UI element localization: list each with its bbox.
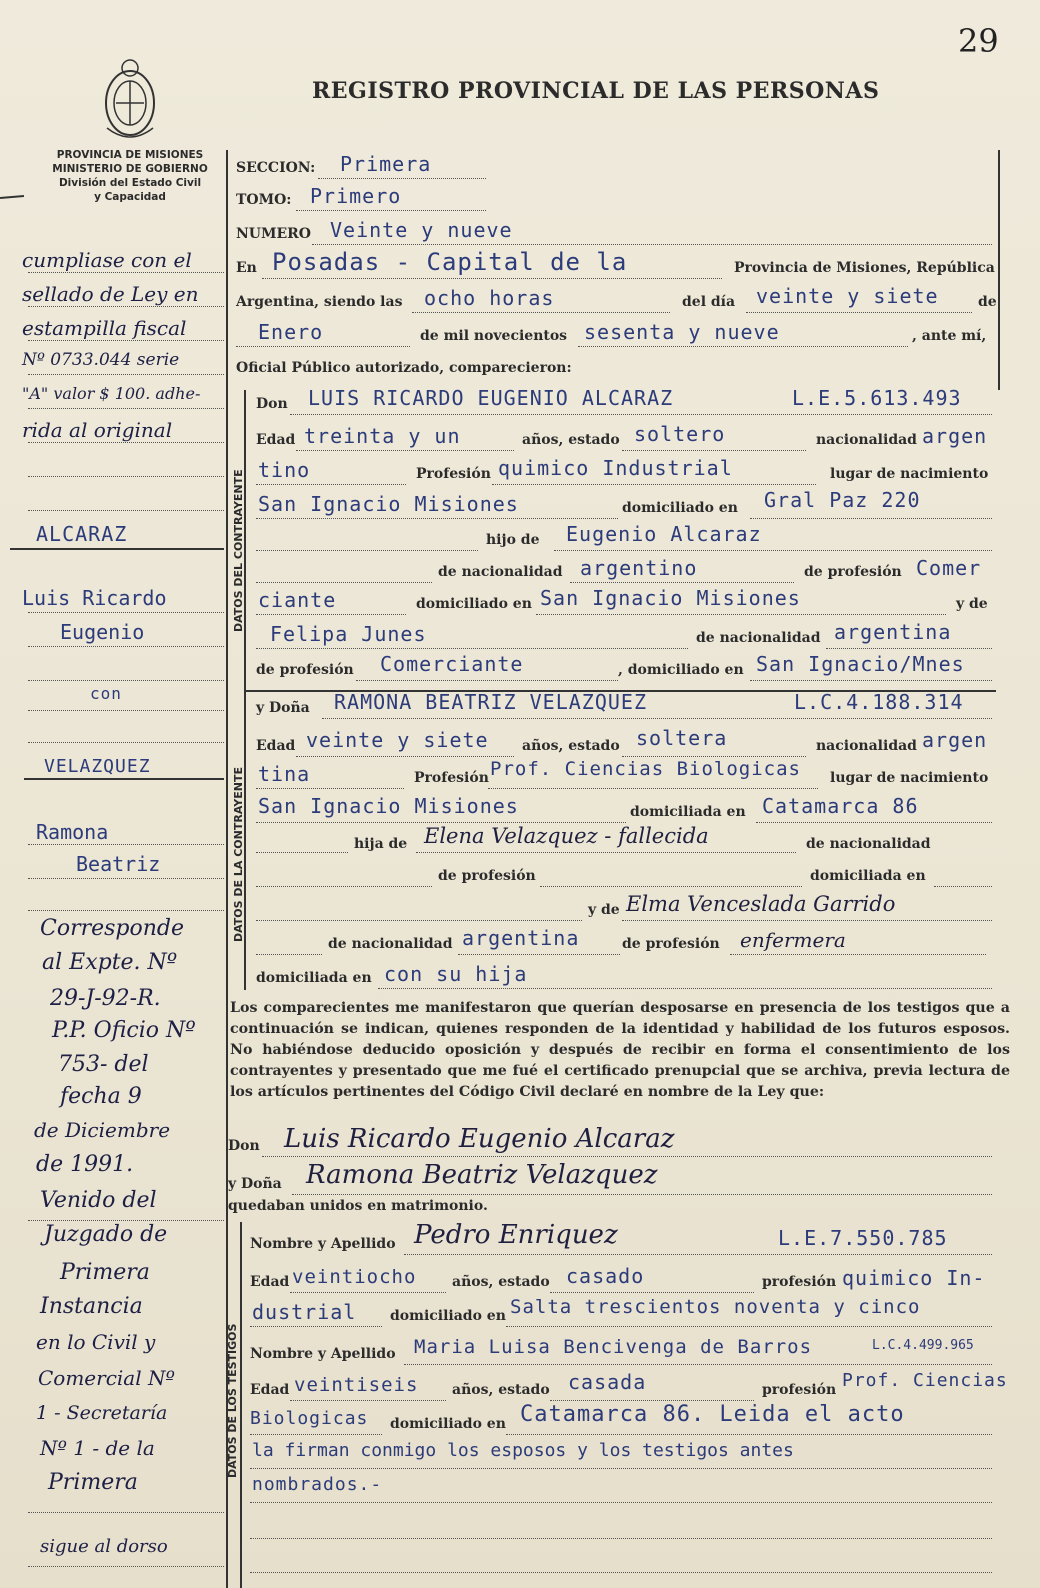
bride-lugar-value: San Ignacio Misiones bbox=[258, 794, 519, 818]
witness1-prof-value-a: quimico In- bbox=[842, 1266, 986, 1290]
margin-note-line: rida al original bbox=[22, 418, 173, 442]
margin-note2-line: fecha 9 bbox=[60, 1084, 142, 1109]
don-label: Don bbox=[228, 1138, 260, 1154]
margin-note2-line: en lo Civil y bbox=[36, 1330, 156, 1354]
coma-domiciliado-label: , domiciliado en bbox=[618, 662, 744, 678]
groom-padre-nac-value: argentino bbox=[580, 556, 698, 580]
anos-estado-label: años, estado bbox=[452, 1382, 550, 1398]
hija-de-label: hija de bbox=[354, 836, 408, 852]
margin-bride-surname: VELAZQUEZ bbox=[44, 756, 151, 777]
dia-value: veinte y siete bbox=[756, 284, 939, 308]
de-nacionalidad-label: de nacionalidad bbox=[328, 936, 453, 952]
witness2-prof-value-b: Biologicas bbox=[250, 1408, 369, 1429]
de-profesion-label: de profesión bbox=[438, 868, 536, 884]
don-label: Don bbox=[256, 396, 288, 412]
profesion-low-label: profesión bbox=[762, 1274, 837, 1290]
anio-value: sesenta y nueve bbox=[584, 320, 780, 344]
margin-note2-line: Instancia bbox=[40, 1294, 143, 1319]
hijo-de-label: hijo de bbox=[486, 532, 540, 548]
seccion-value: Primera bbox=[340, 152, 432, 176]
margin-note-line: estampilla fiscal bbox=[22, 316, 187, 340]
closing-line-1: la firman conmigo los esposos y los testigos antes bbox=[252, 1440, 794, 1461]
margin-note2-line: Comercial Nº bbox=[38, 1366, 175, 1390]
bride-name-value: RAMONA BEATRIZ VELAZQUEZ bbox=[334, 690, 647, 714]
witness2-doc-value: L.C.4.499.965 bbox=[872, 1338, 974, 1353]
profesion-label: Profesión bbox=[416, 466, 491, 482]
de-nacionalidad-label: de nacionalidad bbox=[696, 630, 821, 646]
bride-madre2-dom-value: con su hija bbox=[384, 962, 528, 986]
witness1-dom-value: Salta trescientos noventa y cinco bbox=[510, 1296, 921, 1318]
bride-madre2-value: Elma Venceslada Garrido bbox=[626, 892, 896, 916]
right-border bbox=[998, 150, 1000, 390]
witness2-edad-value: veintiseis bbox=[294, 1374, 419, 1396]
page-number: 29 bbox=[958, 22, 999, 60]
groom-madre-prof-value: Comerciante bbox=[380, 652, 524, 676]
domiciliada-label: domiciliada en bbox=[810, 868, 926, 884]
bride-nac-value-a: argen bbox=[922, 728, 988, 752]
bride-madre2-prof-value: enfermera bbox=[740, 928, 846, 952]
margin-note2-line: Corresponde bbox=[40, 916, 185, 941]
groom-padre-value: Eugenio Alcaraz bbox=[566, 522, 762, 546]
de-label: de bbox=[978, 294, 997, 310]
domiciliado-label: domiciliado en bbox=[622, 500, 738, 516]
groom-estado-value: soltero bbox=[634, 422, 726, 446]
y-de-label: y de bbox=[588, 902, 620, 918]
margin-note2-line: 29-J-92-R. bbox=[50, 986, 161, 1011]
margin-note-line: "A" valor $ 100. adhe- bbox=[22, 384, 201, 403]
de-profesion-label: de profesión bbox=[804, 564, 902, 580]
bride-prof-value: Prof. Ciencias Biologicas bbox=[490, 758, 801, 780]
groom-padre-prof-value-b: ciante bbox=[258, 588, 337, 612]
lugar-value: Posadas - Capital de la bbox=[272, 248, 628, 276]
profesion-low-label: profesión bbox=[762, 1382, 837, 1398]
agency-line: PROVINCIA DE MISIONES bbox=[56, 149, 204, 161]
anos-estado-label: años, estado bbox=[452, 1274, 550, 1290]
lugar-nac-label: lugar de nacimiento bbox=[830, 466, 989, 482]
margin-note2-line: de 1991. bbox=[36, 1152, 134, 1177]
dona-label: y Doña bbox=[228, 1176, 282, 1192]
margin-note-line: Nº 0733.044 serie bbox=[22, 350, 180, 370]
groom-nac-value-a: argen bbox=[922, 424, 988, 448]
margin-note2-line: Primera bbox=[48, 1470, 138, 1495]
margin-note2-line: al Expte. Nº bbox=[42, 950, 178, 975]
closing-line-2: nombrados.- bbox=[252, 1474, 383, 1495]
edad-label: Edad bbox=[256, 432, 296, 448]
bride-doc-value: L.C.4.188.314 bbox=[794, 690, 964, 714]
nombre-apellido-label: Nombre y Apellido bbox=[250, 1236, 396, 1252]
dona-label: y Doña bbox=[256, 700, 310, 716]
edad-label: Edad bbox=[250, 1274, 290, 1290]
margin-rule bbox=[10, 548, 224, 550]
margin-note2-line: Nº 1 - de la bbox=[40, 1436, 155, 1460]
witnesses-section-label: DATOS DE LOS TESTIGOS bbox=[226, 1323, 239, 1478]
margin-groom-surname: ALCARAZ bbox=[36, 522, 128, 546]
witness2-dom-value: Catamarca 86. Leida el acto bbox=[520, 1402, 905, 1427]
nombre-apellido-label: Nombre y Apellido bbox=[250, 1346, 396, 1362]
groom-doc-value: L.E.5.613.493 bbox=[792, 386, 962, 410]
groom-madre-nac-value: argentina bbox=[834, 620, 952, 644]
lugar-nac-label: lugar de nacimiento bbox=[830, 770, 989, 786]
margin-bride-name: Beatriz bbox=[76, 852, 161, 876]
margin-note2-line: Primera bbox=[60, 1260, 150, 1285]
margin-note-line: cumpliase con el bbox=[22, 248, 192, 272]
bride-dom-value: Catamarca 86 bbox=[762, 794, 919, 818]
declaration-paragraph: Los comparecientes me manifestaron que querían desposarse en presencia de los testigos que a continuación se indican, quienes responden de la identidad y habilidad de los futuros esposos. No habiéndose deducido oposición y después de recibir en forma el consentimiento de los contrayentes y presentado que me fué el certificado prenupcial que se archiva, previa lectura de los artículos pertinentes del Código Civil declaré en nombre de la Ley que: bbox=[230, 1000, 1010, 1100]
de-profesion-label: de profesión bbox=[622, 936, 720, 952]
de-profesion-label: de profesión bbox=[256, 662, 354, 678]
quedaban-label: quedaban unidos en matrimonio. bbox=[228, 1198, 488, 1214]
domiciliada-label: domiciliada en bbox=[256, 970, 372, 986]
nacionalidad-label: nacionalidad bbox=[816, 738, 917, 754]
groom-madre-value: Felipa Junes bbox=[270, 622, 427, 646]
bride-madre2-nac-value: argentina bbox=[462, 926, 580, 950]
margin-note-line: sellado de Ley en bbox=[22, 282, 199, 306]
declared-groom-value: Luis Ricardo Eugenio Alcaraz bbox=[284, 1124, 675, 1154]
registry-title: REGISTRO PROVINCIAL DE LAS PERSONAS bbox=[312, 78, 880, 104]
witness1-doc-value: L.E.7.550.785 bbox=[778, 1226, 948, 1250]
en-label: En bbox=[236, 260, 257, 276]
hora-value: ocho horas bbox=[424, 286, 555, 310]
agency-line: y Capacidad bbox=[94, 191, 166, 203]
margin-groom-name: Eugenio bbox=[60, 620, 145, 644]
profesion-label: Profesión bbox=[414, 770, 489, 786]
domiciliada-label: domiciliada en bbox=[630, 804, 746, 820]
domiciliado-label: domiciliado en bbox=[390, 1308, 506, 1324]
groom-madre-dom-value: San Ignacio/Mnes bbox=[756, 652, 965, 676]
national-seal-icon bbox=[95, 48, 165, 144]
groom-edad-value: treinta y un bbox=[304, 424, 461, 448]
oficial-label: Oficial Público autorizado, comparecieron: bbox=[236, 360, 572, 376]
bride-estado-value: soltera bbox=[636, 726, 728, 750]
witness1-prof-value-b: dustrial bbox=[252, 1300, 357, 1324]
argentina-label: Argentina, siendo las bbox=[236, 294, 403, 310]
witness2-estado-value: casada bbox=[568, 1370, 647, 1394]
groom-lugar-value: San Ignacio Misiones bbox=[258, 492, 519, 516]
anos-estado-label: años, estado bbox=[522, 738, 620, 754]
groom-padre-dom-value: San Ignacio Misiones bbox=[540, 586, 801, 610]
numero-label: NUMERO bbox=[236, 226, 312, 242]
margin-note2-line: sigue al dorso bbox=[40, 1536, 168, 1557]
domiciliado-label: domiciliado en bbox=[390, 1416, 506, 1432]
groom-dom-value: Gral Paz 220 bbox=[764, 488, 921, 512]
numero-value: Veinte y nueve bbox=[330, 218, 513, 242]
groom-padre-prof-value-a: Comer bbox=[916, 556, 982, 580]
margin-note2-line: Juzgado de bbox=[44, 1222, 168, 1247]
binding-mark bbox=[0, 195, 24, 199]
bride-madre-value: Elena Velazquez - fallecida bbox=[424, 824, 709, 848]
margin-note2-line: P.P. Oficio Nº bbox=[52, 1018, 196, 1043]
nacionalidad-label: nacionalidad bbox=[816, 432, 917, 448]
de-nacionalidad-label: de nacionalidad bbox=[806, 836, 931, 852]
agency-line: MINISTERIO DE GOBIERNO bbox=[52, 163, 208, 175]
witness1-edad-value: veintiocho bbox=[292, 1266, 417, 1288]
provincia-label: Provincia de Misiones, República bbox=[734, 260, 995, 276]
ante-mi-label: , ante mí, bbox=[912, 328, 987, 344]
agency-line: División del Estado Civil bbox=[58, 177, 202, 189]
groom-prof-value: quimico Industrial bbox=[498, 456, 733, 480]
groom-section-label: DATOS DEL CONTRAYENTE bbox=[232, 469, 245, 632]
margin-note2-line: 1 - Secretaría bbox=[36, 1402, 168, 1424]
tomo-value: Primero bbox=[310, 184, 402, 208]
de-nacionalidad-label: de nacionalidad bbox=[438, 564, 563, 580]
witness2-prof-value-a: Prof. Ciencias bbox=[842, 1370, 1008, 1391]
witness2-name-value: Maria Luisa Bencivenga de Barros bbox=[414, 1336, 813, 1358]
tomo-label: TOMO: bbox=[236, 192, 292, 208]
anos-estado-label: años, estado bbox=[522, 432, 620, 448]
y-de-label: y de bbox=[956, 596, 988, 612]
mes-value: Enero bbox=[258, 320, 324, 344]
bride-section-label: DATOS DE LA CONTRAYENTE bbox=[232, 767, 245, 942]
groom-nac-value-b: tino bbox=[258, 458, 311, 482]
margin-note2-line: 753- del bbox=[58, 1052, 149, 1077]
witness1-estado-value: casado bbox=[566, 1264, 645, 1288]
agency-block bbox=[40, 148, 220, 204]
seccion-label: SECCION: bbox=[236, 160, 316, 176]
bride-nac-value-b: tina bbox=[258, 762, 311, 786]
margin-groom-name: Luis Ricardo bbox=[22, 586, 167, 610]
de-mil-label: de mil novecientos bbox=[420, 328, 568, 344]
del-dia-label: del día bbox=[682, 294, 736, 310]
declared-bride-value: Ramona Beatriz Velazquez bbox=[306, 1160, 658, 1190]
groom-name-value: LUIS RICARDO EUGENIO ALCARAZ bbox=[308, 386, 674, 410]
margin-con: con bbox=[90, 684, 122, 703]
margin-note2-line: Venido del bbox=[40, 1188, 157, 1213]
edad-label: Edad bbox=[250, 1382, 290, 1398]
margin-note2-line: de Diciembre bbox=[34, 1118, 171, 1142]
domiciliado-label: domiciliado en bbox=[416, 596, 532, 612]
edad-label: Edad bbox=[256, 738, 296, 754]
margin-bride-name: Ramona bbox=[36, 820, 109, 844]
margin-rule bbox=[24, 778, 224, 780]
bride-edad-value: veinte y siete bbox=[306, 728, 489, 752]
witness1-name-value: Pedro Enriquez bbox=[414, 1220, 618, 1250]
